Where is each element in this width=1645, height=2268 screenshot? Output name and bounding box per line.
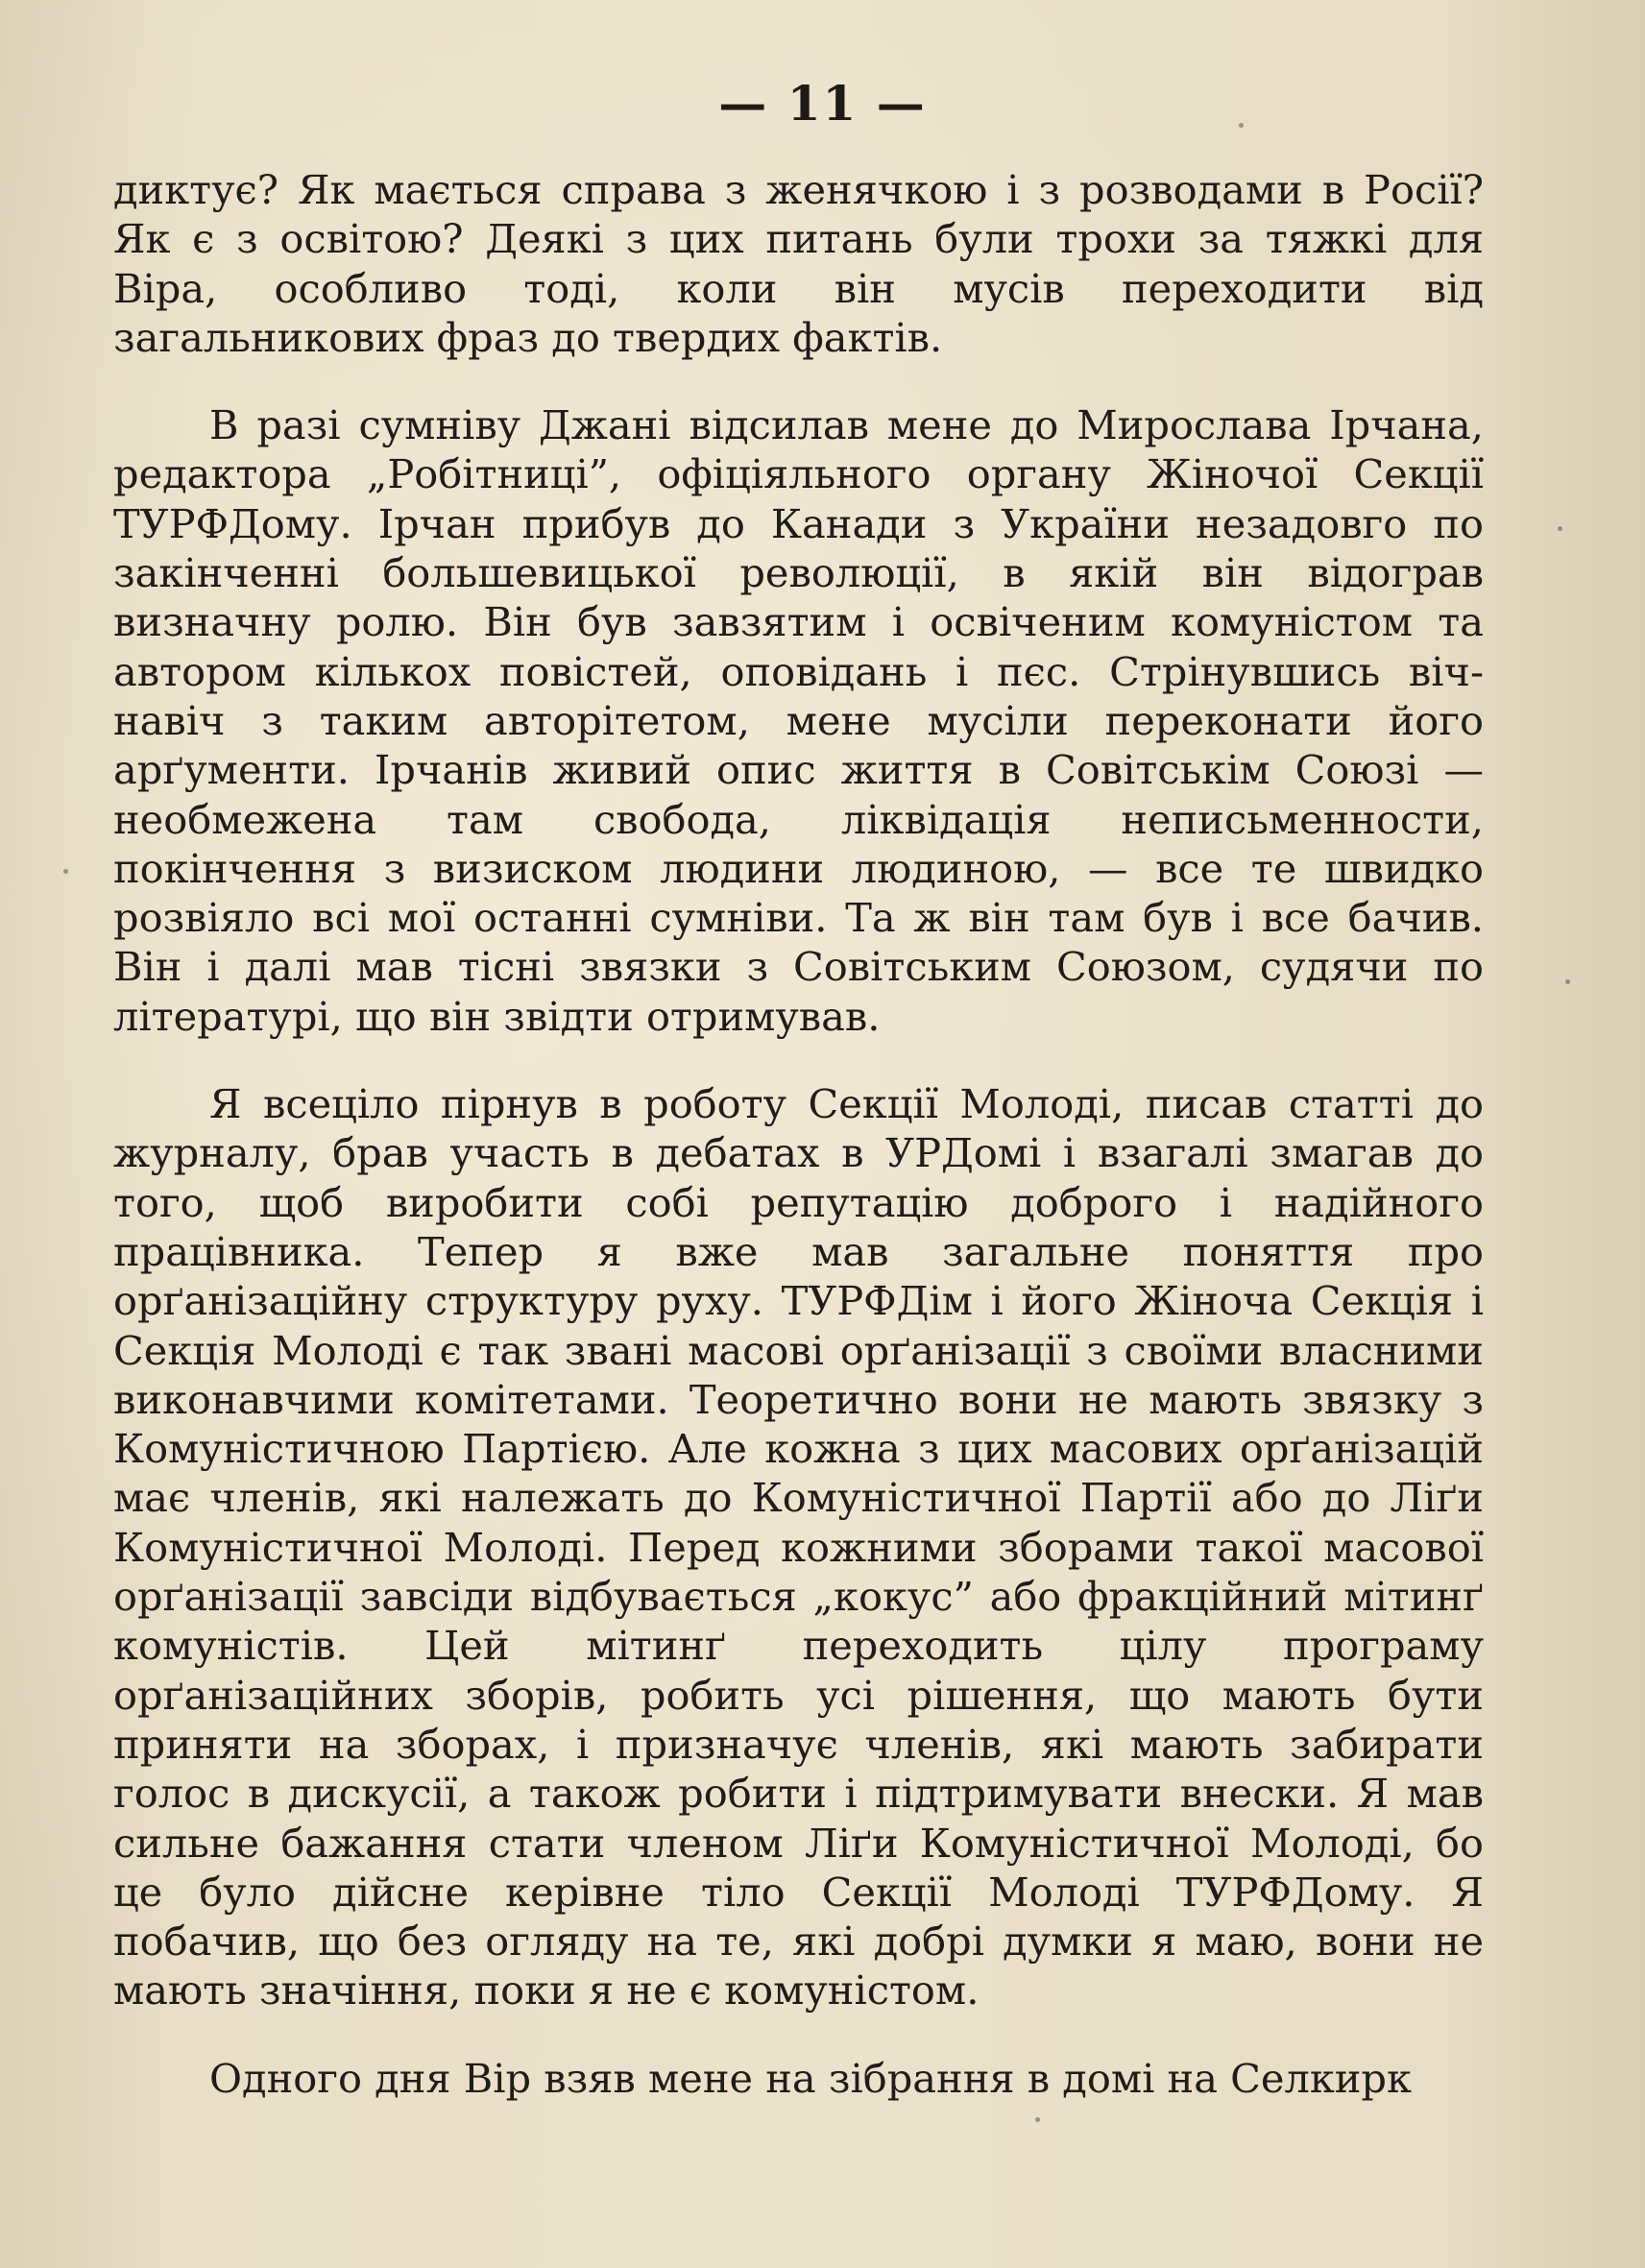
paper-speck xyxy=(1565,979,1570,984)
paper-speck xyxy=(1035,2117,1040,2122)
paragraph-youth-section: Я всеціло пірнув в роботу Секції Молоді, писав статті до журналу, брав участь в дебатах в УРДомі і взагалі змагав до того, щоб виробити собі репутацію доброго і надійного працівника. Тепер я вже мав загальне поняття про орґанізаційну структуру руху. ТУРФДім і його Жіноча Секція і Секція Молоді є так звані масові орґанізації з своїми власними виконавчими комітетами. Теоретично вони не мають звязку з Комуністичною Партією. Але кожна з цих масових орґанізацій має членів, які належать до Комуністичної Партії або до Ліґи Комуністичної Молоді. Перед кожними зборами такої масової орґанізації завсіди відбувається „кокус” або фракційний мітинґ комуністів. Цей мітинґ переходить цілу програму орґанізаційних зборів, робить усі рішення, що мають бути приняти на зборах, і призначує членів, які мають забирати голос в дискусії, а також робити і підтримувати внески. Я мав сильне бажання стати членом Ліґи Комуністичної Молоді, бо це було дійсне керівне тіло Секції Молоді ТУРФДому. Я побачив, що без огляду на те, які добрі думки я маю, вони не мають значіння, поки я не є комуністом. xyxy=(113,1080,1484,2015)
paper-speck xyxy=(1239,123,1244,128)
paper-speck xyxy=(63,869,68,874)
paragraph-continuation: диктує? Як мається справа з женячкою і з розводами в Росії? Як є з освітою? Деякі з цих питань були трохи за тяжкі для Віра, особливо тоді, коли він мусів переходити від загальникових фраз до твердих фактів. xyxy=(113,166,1484,361)
paper-speck xyxy=(1558,526,1562,531)
paragraph-irchan: В разі сумніву Джані відсилав мене до Мирослава Ірчана, редактора „Робітниці”, офіціяльного органу Жіночої Секції ТУРФДому. Ірчан прибув до Канади з України незадовго по закінченні большевицької революції, в якій він відограв визначну ролю. Він був завзятим і освіченим комуністом та автором кількох повістей, оповідань і пєс. Стрінувшись віч-навіч з таким авторітетом, мене мусіли переконати його арґументи. Ірчанів живий опис життя в Совітськім Союзі — необмежена там свобода, ліквідація неписьменности, покінчення з визиском людини людиною, — все те швидко розвіяло всі мої останні сумніви. Та ж він там був і все бачив. Він і далі мав тісні звязки з Совітським Союзом, судячи по літературі, що він звідти отримував. xyxy=(113,401,1484,1040)
body-text xyxy=(113,165,1484,2103)
page-number: — 11 — xyxy=(718,75,927,132)
paragraph-selkirk: Одного дня Вір взяв мене на зібрання в домі на Селкирк xyxy=(209,2054,1412,2102)
